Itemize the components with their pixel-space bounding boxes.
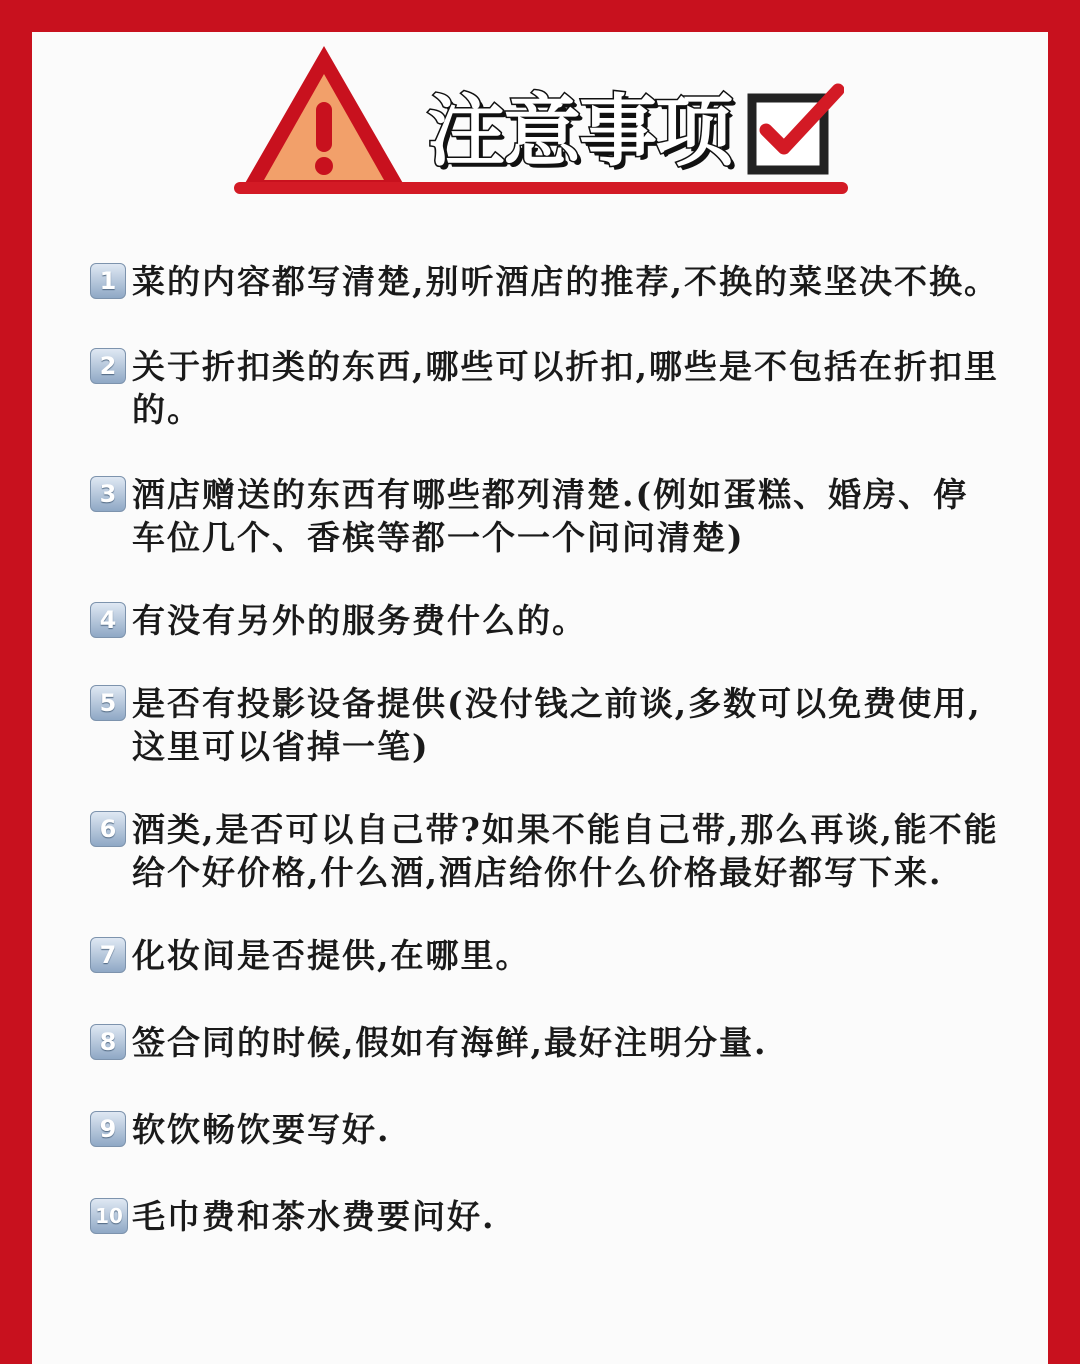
list-item [90,1195,1002,1238]
item-text: 关于折扣类的东西,哪些可以折扣,哪些是不包括在折扣里的。 [132,347,999,429]
number-badge: 10 [90,1198,128,1234]
list-item [90,934,1002,977]
item-text: 有没有另外的服务费什么的。 [132,601,587,640]
checkbox-checked-icon [744,82,844,182]
notice-list [90,260,1002,1238]
item-text: 化妆间是否提供,在哪里。 [132,936,531,975]
number-badge: 7 [90,937,126,973]
item-text: 毛巾费和茶水费要问好. [132,1197,496,1236]
header [32,32,1048,222]
item-text: 酒类,是否可以自己带?如果不能自己带,那么再谈,能不能给个好价格,什么酒,酒店给你什么价格最好都写下来. [132,810,999,892]
notice-card [32,32,1048,1364]
item-text: 酒店赠送的东西有哪些都列清楚.(例如蛋糕、婚房、停车位几个、香槟等都一个一个问问清楚) [132,475,969,557]
list-item [90,808,1002,894]
title-underline [234,182,848,194]
number-badge: 2 [90,348,126,384]
list-item [90,1108,1002,1151]
number-badge: 9 [90,1111,126,1147]
page-title: 注意事项 [427,87,732,177]
number-badge: 6 [90,811,126,847]
list-item [90,260,1002,303]
item-text: 菜的内容都写清楚,别听酒店的推荐,不换的菜坚决不换。 [132,262,999,301]
list-item [90,473,1002,559]
number-badge: 8 [90,1024,126,1060]
number-badge: 4 [90,602,126,638]
item-text: 是否有投影设备提供(没付钱之前谈,多数可以免费使用,这里可以省掉一笔) [132,684,982,766]
item-text: 签合同的时候,假如有海鲜,最好注明分量. [132,1023,768,1062]
list-item [90,1021,1002,1064]
list-item [90,345,1002,431]
number-badge: 5 [90,685,126,721]
list-item [90,599,1002,642]
list-item [90,682,1002,768]
number-badge: 3 [90,476,126,512]
item-text: 软饮畅饮要写好. [132,1110,391,1149]
warning-triangle-icon [236,40,412,200]
number-badge: 1 [90,263,126,299]
